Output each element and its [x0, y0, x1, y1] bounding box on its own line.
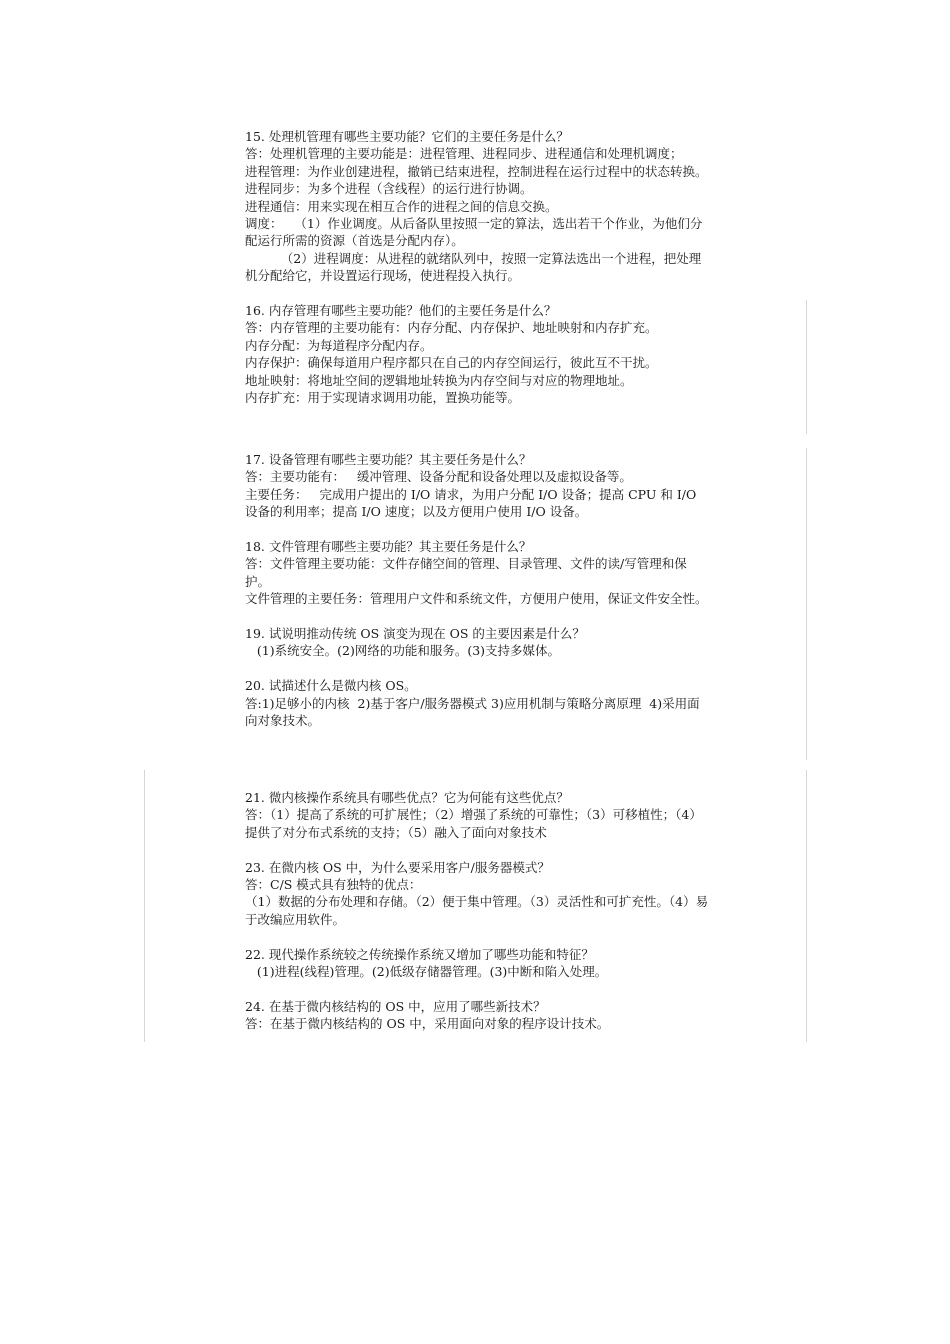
answer-23-line-2: （1）数据的分布处理和存储。（2）便于集中管理。（3）灵活性和可扩充性。（4）易于改编应用软件。	[245, 894, 709, 927]
answer-18-line-1: 答：文件管理主要功能：文件存储空间的管理、目录管理、文件的读/写管理和保护。	[245, 556, 687, 589]
answer-18-line-2: 文件管理的主要任务：管理用户文件和系统文件，方便用户使用，保证文件安全性。	[245, 591, 708, 607]
question-23: 23. 在微内核 OS 中，为什么要采用客户/服务器模式？	[245, 859, 550, 875]
section-q21-q24	[245, 789, 710, 1033]
answer-16-line-1: 答：内存管理的主要功能有：内存分配、内存保护、地址映射和内存扩充。	[245, 320, 658, 336]
answer-19: (1)系统安全。(2)网络的功能和服务。(3)支持多媒体。	[245, 643, 561, 659]
question-20: 20. 试描述什么是微内核 OS。	[245, 678, 417, 694]
answer-15-line-4: 进程通信：用来实现在相互合作的进程之间的信息交换。	[245, 198, 558, 214]
question-21: 21. 微内核操作系统具有哪些优点？它为何能有这些优点？	[245, 790, 569, 805]
spacer	[245, 285, 710, 302]
answer-17-line-2: 主要任务： 完成用户提出的 I/O 请求，为用户分配 I/O 设备；提高 CPU 和 I/O 设备的利用率；提高 I/O 速度；以及方便用户使用 I/O 设备。	[245, 486, 701, 520]
answer-16-line-4: 地址映射：将地址空间的逻辑地址转换为内存空间与对应的物理地址。	[245, 372, 633, 388]
answer-16-line-2: 内存分配：为每道程序分配内存。	[245, 337, 433, 353]
answer-21: 答：（1）提高了系统的可扩展性；（2）增强了系统的可靠性；（3）可移植性；（4）提供了对分布式系统的支持；（5）融入了面向对象技术	[245, 807, 702, 840]
answer-15-line-6: （2）进程调度：从进程的就绪队列中，按照一定算法选出一个进程，把处理机分配给它，并设置运行现场，使进程投入执行。	[245, 250, 702, 284]
answer-16-line-3: 内存保护：确保每道用户程序都只在自己的内存空间运行，彼此互不干扰。	[245, 355, 658, 371]
answer-15-line-1: 答：处理机管理的主要功能是：进程管理、进程同步、进程通信和处理机调度；	[245, 146, 683, 162]
answer-17-line-1: 答：主要功能有： 缓冲管理、设备分配和设备处理以及虚拟设备等。	[245, 469, 632, 485]
answer-15-line-3: 进程同步：为多个进程（含线程）的运行进行协调。	[245, 181, 533, 197]
spacer	[245, 841, 710, 858]
question-16: 16. 内存管理有哪些主要功能？他们的主要任务是什么？	[245, 303, 557, 319]
right-rule-bottom	[806, 770, 807, 1042]
question-24: 24. 在基于微内核结构的 OS 中，应用了哪些新技术？	[245, 998, 546, 1014]
spacer	[245, 521, 710, 538]
question-17: 17. 设备管理有哪些主要功能？其主要任务是什么？	[245, 452, 532, 467]
spacer	[245, 980, 710, 997]
spacer	[245, 608, 710, 625]
right-rule-top	[806, 300, 807, 434]
right-rule-middle	[806, 448, 807, 760]
spacer	[245, 928, 710, 945]
answer-24: 答：在基于微内核结构的 OS 中，采用面向对象的程序设计技术。	[245, 1016, 610, 1032]
question-19: 19. 试说明推动传统 OS 演变为现在 OS 的主要因素是什么？	[245, 626, 585, 642]
question-15: 15. 处理机管理有哪些主要功能？它们的主要任务是什么？	[245, 129, 569, 144]
left-rule-bottom	[144, 770, 145, 1042]
answer-20: 答:1)足够小的内核 2)基于客户/服务器模式 3)应用机制与策略分离原理 4)采用面向对象技术。	[245, 695, 700, 729]
answer-15-line-5: 调度： （1）作业调度。从后备队里按照一定的算法，选出若干个作业，为他们分配运行所需的资源（首选是分配内存）。	[245, 216, 703, 249]
answer-15-line-2: 进程管理：为作业创建进程，撤销已结束进程，控制进程在运行过程中的状态转换。	[245, 163, 708, 179]
question-18: 18. 文件管理有哪些主要功能？其主要任务是什么？	[245, 539, 532, 555]
question-22: 22. 现代操作系统较之传统操作系统又增加了哪些功能和特征？	[245, 946, 594, 962]
answer-23-line-1: 答：C/S 模式具有独特的优点：	[245, 877, 422, 893]
answer-16-line-5: 内存扩充：用于实现请求调用功能，置换功能等。	[245, 390, 521, 406]
section-q15-q16	[245, 128, 710, 406]
spacer	[245, 660, 710, 677]
section-q17-q20	[245, 451, 710, 729]
answer-22: (1)进程(线程)管理。(2)低级存储器管理。(3)中断和陷入处理。	[245, 964, 608, 980]
